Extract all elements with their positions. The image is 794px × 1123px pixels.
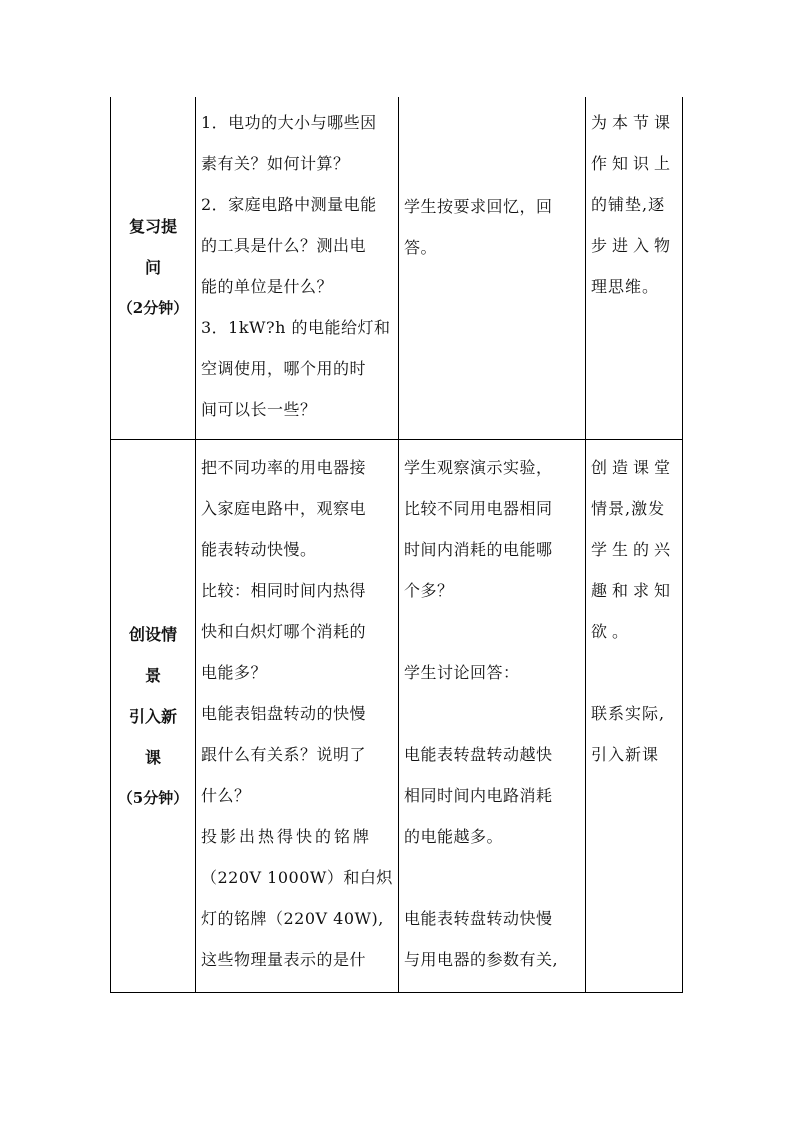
stage-line: 课 [144,748,161,767]
teacher-line: 比较：相同时间内热得 [201,581,367,600]
student-line: 时间内消耗的电能哪 [404,540,553,559]
row1-stage-cell [111,206,195,329]
row2-teacher-cell [201,447,395,980]
student-line: 电能表转盘转动越快 [404,745,553,764]
teacher-line: 这些物理量表示的是什 [201,950,367,969]
student-line [404,693,582,734]
teacher-line: 入家庭电路中，观察电 [201,499,367,518]
table-border-right [682,97,683,993]
teacher-line: 素有关？如何计算？ [201,154,350,173]
student-line: 的电能越多。 [404,827,504,846]
teacher-line: 快和白炽灯哪个消耗的 [201,622,367,641]
student-line: 与用电器的参数有关, [404,950,559,969]
table-divider-2 [398,97,399,993]
teacher-line: 能的单位是什么？ [201,277,334,296]
teacher-line: 把不同功率的用电器接 [201,458,367,477]
row2-purpose-cell [591,447,681,775]
purpose-line [591,652,681,693]
student-line: 电能表转盘转动快慢 [404,909,553,928]
teacher-line: 电能多？ [201,663,268,682]
row-divider [110,439,683,440]
purpose-line: 作知识上 [591,154,676,173]
table-divider-3 [585,97,586,993]
teacher-line: 什么？ [201,786,251,805]
student-line: 答。 [404,238,438,257]
purpose-line: 创造课堂 [591,458,676,477]
student-line: 相同时间内电路消耗 [404,786,553,805]
teacher-line: 能表转动快慢。 [201,540,317,559]
student-line: 学生讨论回答： [404,663,520,682]
teacher-line: 投影出热得快的铭牌 [201,827,373,846]
purpose-line: 步进入物 [591,236,676,255]
teacher-line: 的工具是什么？测出电 [201,236,367,255]
teacher-line: 间可以长一些？ [201,400,317,419]
stage-line: 复习提 [128,217,177,236]
stage-line: 景 [144,666,161,685]
purpose-line: 理思维。 [591,277,660,296]
row2-stage-cell [111,614,195,819]
teacher-line: 3．1kW?h 的电能给灯和 [201,318,391,337]
row1-teacher-cell [201,102,395,430]
teacher-line: 电能表铝盘转动的快慢 [201,704,367,723]
stage-line: 引入新 [128,707,177,726]
purpose-line: 学生的兴 [591,540,676,559]
teacher-line: 跟什么有关系？说明了 [201,745,367,764]
row2-student-cell [404,447,582,980]
purpose-line: 的铺垫,逐 [591,195,666,214]
teacher-line: （220V 1000W）和白炽 [201,868,393,887]
row1-purpose-cell [591,102,681,307]
teacher-line: 空调使用，哪个用的时 [201,359,367,378]
stage-line: （5分钟） [117,789,189,807]
purpose-line: 联系实际, [591,704,666,723]
stage-line: 问 [144,258,161,277]
purpose-line: 引入新课 [591,745,660,764]
row1-student-cell [404,186,582,268]
table-border-bottom [110,992,683,993]
purpose-line: 趣和求知 [591,581,676,600]
table-divider-1 [195,97,196,993]
stage-line: （2分钟） [117,299,189,317]
student-line: 个多？ [404,581,454,600]
stage-line: 创设情 [128,625,177,644]
student-line [404,857,582,898]
purpose-line: 情景,激发 [591,499,666,518]
purpose-line: 欲。 [591,622,634,641]
teacher-line: 灯的铭牌（220V 40W), [201,909,384,928]
student-line [404,611,582,652]
student-line: 学生观察演示实验， [404,458,553,477]
student-line: 比较不同用电器相同 [404,499,553,518]
purpose-line: 为本节课 [591,113,676,132]
teacher-line: 2．家庭电路中测量电能 [201,195,377,214]
teacher-line: 1．电功的大小与哪些因 [201,113,377,132]
student-line: 学生按要求回忆，回 [404,197,553,216]
